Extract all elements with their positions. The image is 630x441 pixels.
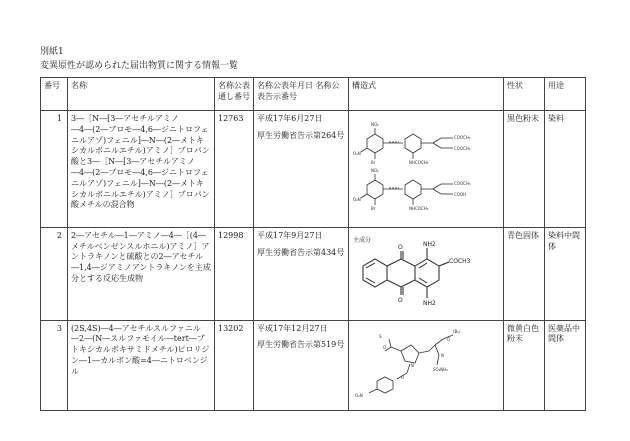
header-row [41, 78, 586, 111]
notice-ref: 厚生労働省告示第264号 [257, 130, 345, 140]
use: 染料 [545, 111, 586, 228]
header-form: 性状 [504, 78, 545, 111]
row-number: 2 [41, 227, 68, 320]
table-row [41, 227, 586, 320]
svg-text:O₂N: O₂N [353, 151, 361, 156]
substance-name: 2―アセチル―1―アミノ―4―［(4―メチルベンゼンスルホニル)アミノ］アントラキノンと硫酸との2―アセチル―1,4―ジアミノアントラキノンを主成分とする反応生成物 [68, 227, 215, 320]
header-use: 用途 [545, 78, 586, 111]
struct-label-nh2-bottom: NH2 [423, 299, 436, 307]
structure-diagram-pyrrolidine [349, 321, 503, 407]
table-row [41, 320, 586, 411]
svg-text:O₂N: O₂N [353, 197, 361, 202]
notice-ref: 厚生労働省告示第519号 [257, 340, 345, 350]
struct-label-nh2-top: NH2 [423, 240, 436, 248]
substance-table [40, 77, 586, 411]
struct-label-cooch3: COCH3 [449, 257, 471, 265]
svg-text:COOCH₃: COOCH₃ [454, 181, 471, 186]
structure-cell [349, 320, 504, 411]
form: 微黄白色粉末 [504, 320, 545, 411]
row-number: 3 [41, 320, 68, 411]
notice-date-cell [254, 111, 349, 228]
svg-text:SO₂NH₂: SO₂NH₂ [433, 366, 448, 372]
notice-date: 平成17年9月27日 [257, 230, 323, 240]
use: 医薬品中間体 [545, 320, 586, 411]
notice-number: 12763 [215, 111, 254, 228]
svg-text:NO₂: NO₂ [371, 122, 379, 127]
svg-text:Br: Br [371, 206, 376, 211]
struct-label-o-bottom: O [398, 296, 403, 304]
svg-text:O₂N: O₂N [355, 392, 363, 398]
header-notice-no: 名称公表通し番号 [215, 78, 254, 111]
svg-text:Br: Br [371, 160, 376, 165]
document-title: 変異原性が認められた届出物質に関する情報一覧 [40, 61, 239, 71]
svg-text:N: N [411, 362, 414, 368]
structure-cell [349, 227, 504, 320]
struct-label-main: 主成分 [353, 236, 372, 244]
substance-name: 3―［N―[3―アセチルアミノ―4―(2―ブロモ―4,6―ジニトロフェニルアゾ)フェニル]―N―(2―メトキシカルボニルエチル)アミノ］プロパン酸と3―［N―[3―アセチルアミノ―4―(2―ブロモ―4,6―ジニトロフェニルアゾ)フェニル]―N―(2―メトキシカルボニルエチル)アミノ］プロパン酸メチルの混合物 [68, 111, 215, 228]
header-no: 番号 [41, 78, 68, 111]
svg-text:O: O [401, 374, 405, 380]
substance-name: (2S,4S)―4―アセチルスルファニル―2―(N―スルファモイル―tert―ブトキシカルボキサミドメチル)ピロリジン―1―カルボン酸=4―ニトロベンジル [68, 320, 215, 411]
svg-text:COOCH₃: COOCH₃ [454, 146, 471, 151]
structure-cell [349, 111, 504, 228]
structure-diagram-azo-dye [349, 111, 503, 223]
table-row [41, 111, 586, 228]
notice-date: 平成17年6月27日 [257, 114, 323, 123]
svg-text:NHCOCH₃: NHCOCH₃ [409, 206, 429, 211]
svg-text:NO₂: NO₂ [371, 168, 379, 173]
struct-label-o-top: O [398, 243, 403, 251]
notice-date-cell [254, 227, 349, 320]
svg-text:O: O [447, 336, 451, 342]
svg-text:NHCOCH₃: NHCOCH₃ [409, 160, 429, 165]
notice-date-cell [254, 320, 349, 411]
svg-text:N: N [441, 352, 444, 358]
notice-number: 12998 [215, 227, 254, 320]
use: 染料中間体 [545, 227, 586, 320]
structure-diagram-anthraquinone [349, 228, 503, 316]
svg-text:S: S [379, 333, 382, 339]
notice-ref: 厚生労働省告示第434号 [257, 247, 345, 257]
form: 黒色粉末 [504, 111, 545, 228]
header-structure: 構造式 [349, 78, 504, 111]
header-name: 名称 [68, 78, 215, 111]
form: 青色固体 [504, 227, 545, 320]
svg-text:O: O [383, 344, 387, 350]
svg-text:COOH: COOH [454, 192, 467, 197]
row-number: 1 [41, 111, 68, 228]
header-date: 名称公表年月日 名称公表告示番号 [254, 78, 349, 111]
svg-text:COOCH₃: COOCH₃ [454, 135, 471, 140]
notice-date: 平成17年12月27日 [257, 323, 328, 333]
notice-number: 13202 [215, 320, 254, 411]
svg-text:tBu: tBu [453, 328, 460, 334]
sheet-label: 別紙1 [40, 47, 64, 57]
